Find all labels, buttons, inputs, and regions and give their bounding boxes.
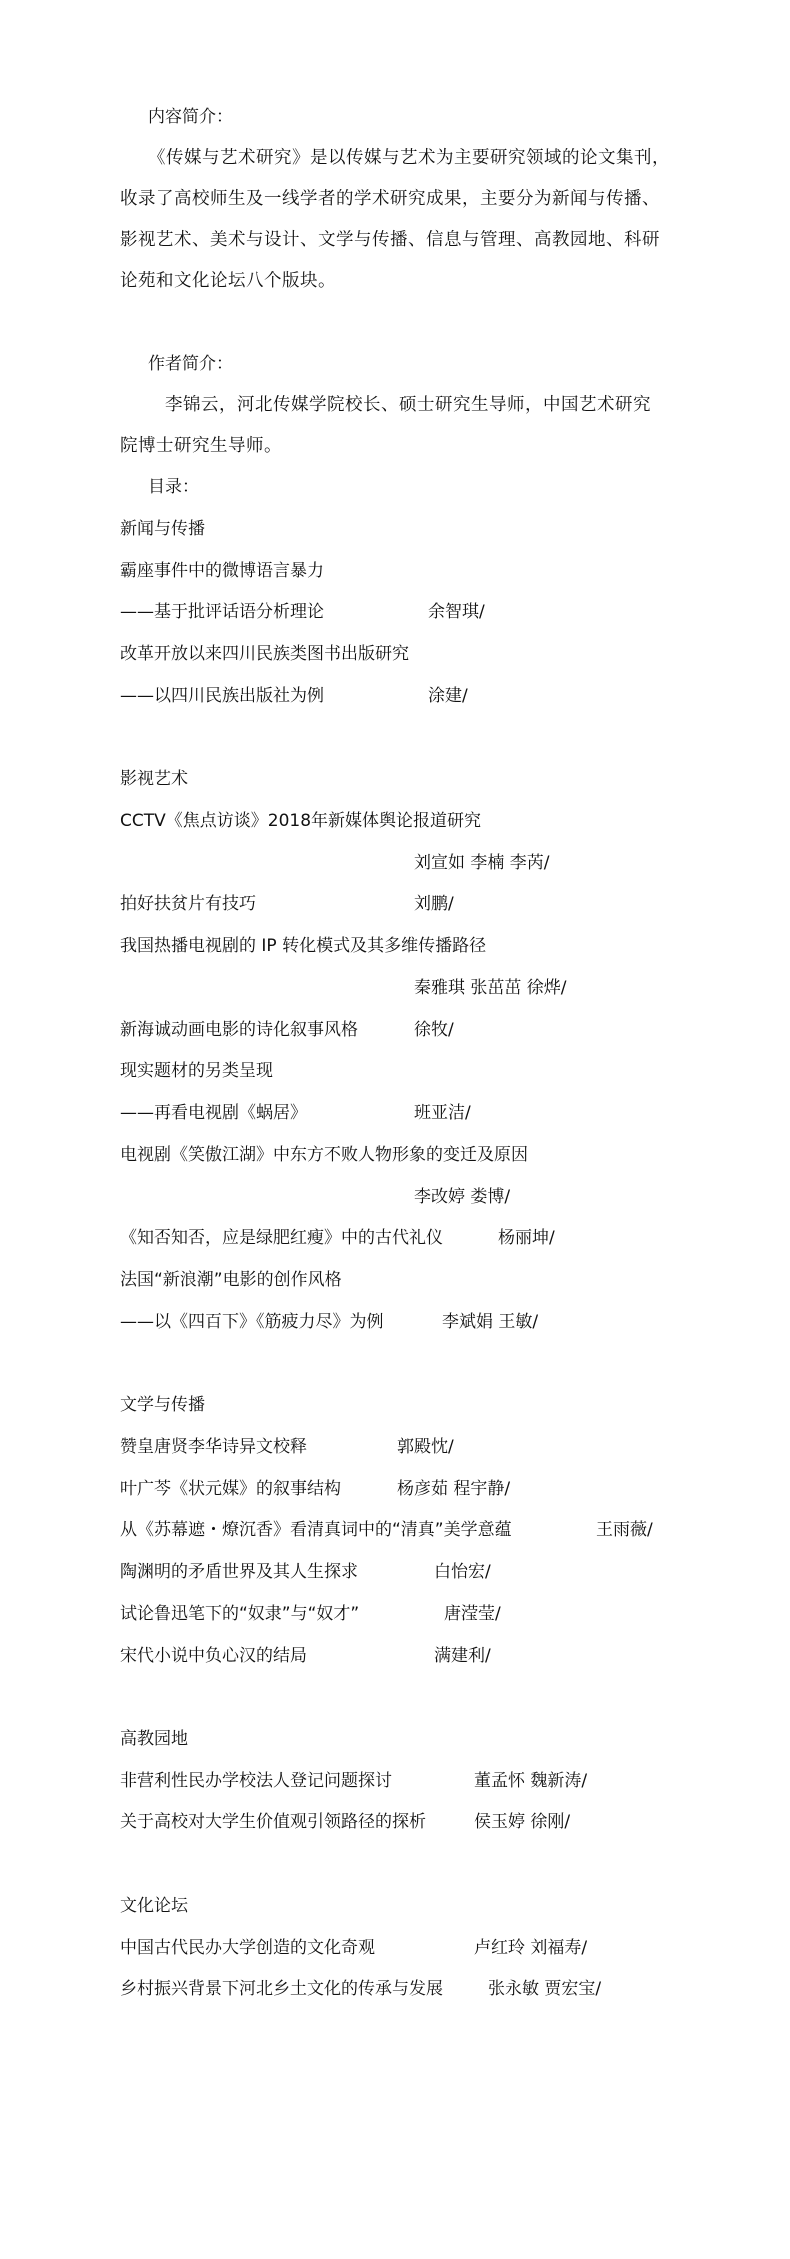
toc-authors: 满建利/ xyxy=(434,1646,491,1666)
toc-authors: 杨丽坤/ xyxy=(498,1228,555,1248)
author-heading: 作者简介： xyxy=(148,354,233,374)
section-title-culture-forum: 文化论坛 xyxy=(120,1896,188,1916)
toc-entry: 法国“新浪潮”电影的创作风格 xyxy=(120,1270,342,1290)
toc-authors: 王雨薇/ xyxy=(596,1520,653,1540)
toc-authors: 张永敏 贾宏宝/ xyxy=(488,1979,602,1999)
toc-entry: ——以四川民族出版社为例 xyxy=(120,686,324,706)
author-line-1: 李锦云，河北传媒学院校长、硕士研究生导师，中国艺术研究 xyxy=(165,395,651,415)
toc-authors: 李改婷 娄博/ xyxy=(414,1187,511,1207)
toc-authors: 董孟怀 魏新涛/ xyxy=(474,1771,588,1791)
intro-line-4: 论苑和文化论坛八个版块。 xyxy=(120,271,336,291)
toc-entry: 霸座事件中的微博语言暴力 xyxy=(120,561,324,581)
intro-line-3: 影视艺术、美术与设计、文学与传播、信息与管理、高教园地、科研 xyxy=(120,230,660,250)
toc-entry: 新海诚动画电影的诗化叙事风格 xyxy=(120,1020,358,1040)
toc-entry: 现实题材的另类呈现 xyxy=(120,1061,273,1081)
toc-entry: 试论鲁迅笔下的“奴隶”与“奴才” xyxy=(120,1604,360,1624)
toc-entry: 宋代小说中负心汉的结局 xyxy=(120,1646,307,1666)
intro-line-2: 收录了高校师生及一线学者的学术研究成果，主要分为新闻与传播、 xyxy=(120,189,660,209)
intro-heading: 内容简介： xyxy=(148,107,233,127)
toc-entry: 中国古代民办大学创造的文化奇观 xyxy=(120,1938,375,1958)
toc-entry: ——再看电视剧《蜗居》 xyxy=(120,1103,307,1123)
toc-entry: 拍好扶贫片有技巧 xyxy=(120,894,256,914)
toc-entry: 我国热播电视剧的 IP 转化模式及其多维传播路径 xyxy=(120,936,487,956)
toc-authors: 余智琪/ xyxy=(428,602,485,622)
toc-entry: 乡村振兴背景下河北乡土文化的传承与发展 xyxy=(120,1979,443,1999)
toc-entry: 关于高校对大学生价值观引领路径的探析 xyxy=(120,1812,426,1832)
toc-entry: 电视剧《笑傲江湖》中东方不败人物形象的变迁及原因 xyxy=(120,1145,528,1165)
toc-authors: 班亚洁/ xyxy=(414,1103,471,1123)
toc-authors: 李斌娟 王敏/ xyxy=(442,1312,539,1332)
toc-authors: 白怡宏/ xyxy=(434,1562,491,1582)
intro-line-1: 《传媒与艺术研究》是以传媒与艺术为主要研究领域的论文集刊， xyxy=(148,148,670,168)
toc-authors: 刘宣如 李楠 李芮/ xyxy=(414,853,550,873)
toc-entry: 陶渊明的矛盾世界及其人生探求 xyxy=(120,1562,358,1582)
author-line-2: 院博士研究生导师。 xyxy=(120,436,282,456)
toc-authors: 卢红玲 刘福寿/ xyxy=(474,1938,588,1958)
toc-authors: 杨彦茹 程宇静/ xyxy=(397,1479,511,1499)
toc-entry: 改革开放以来四川民族类图书出版研究 xyxy=(120,644,409,664)
toc-entry: ——以《四百下》《筋疲力尽》为例 xyxy=(120,1312,384,1332)
section-title-film: 影视艺术 xyxy=(120,769,188,789)
toc-entry: 叶广芩《状元媒》的叙事结构 xyxy=(120,1479,341,1499)
toc-authors: 刘鹏/ xyxy=(414,894,454,914)
toc-entry: 从《苏幕遮・燎沉香》看清真词中的“清真”美学意蕴 xyxy=(120,1520,512,1540)
toc-entry: ——基于批评话语分析理论 xyxy=(120,602,324,622)
toc-authors: 涂建/ xyxy=(428,686,468,706)
toc-authors: 侯玉婷 徐刚/ xyxy=(474,1812,571,1832)
toc-authors: 徐牧/ xyxy=(414,1020,454,1040)
toc-authors: 唐滢莹/ xyxy=(444,1604,501,1624)
toc-authors: 秦雅琪 张茁茁 徐烨/ xyxy=(414,978,567,998)
toc-entry: CCTV《焦点访谈》2018年新媒体舆论报道研究 xyxy=(120,811,482,831)
toc-entry: 赞皇唐贤李华诗异文校释 xyxy=(120,1437,307,1457)
toc-entry: 《知否知否，应是绿肥红瘦》中的古代礼仪 xyxy=(120,1228,443,1248)
section-title-higher-education: 高教园地 xyxy=(120,1729,188,1749)
toc-heading: 目录： xyxy=(148,477,199,497)
section-title-literature: 文学与传播 xyxy=(120,1395,205,1415)
toc-authors: 郭殿忱/ xyxy=(397,1437,454,1457)
section-title-news: 新闻与传播 xyxy=(120,519,205,539)
toc-entry: 非营利性民办学校法人登记问题探讨 xyxy=(120,1771,392,1791)
